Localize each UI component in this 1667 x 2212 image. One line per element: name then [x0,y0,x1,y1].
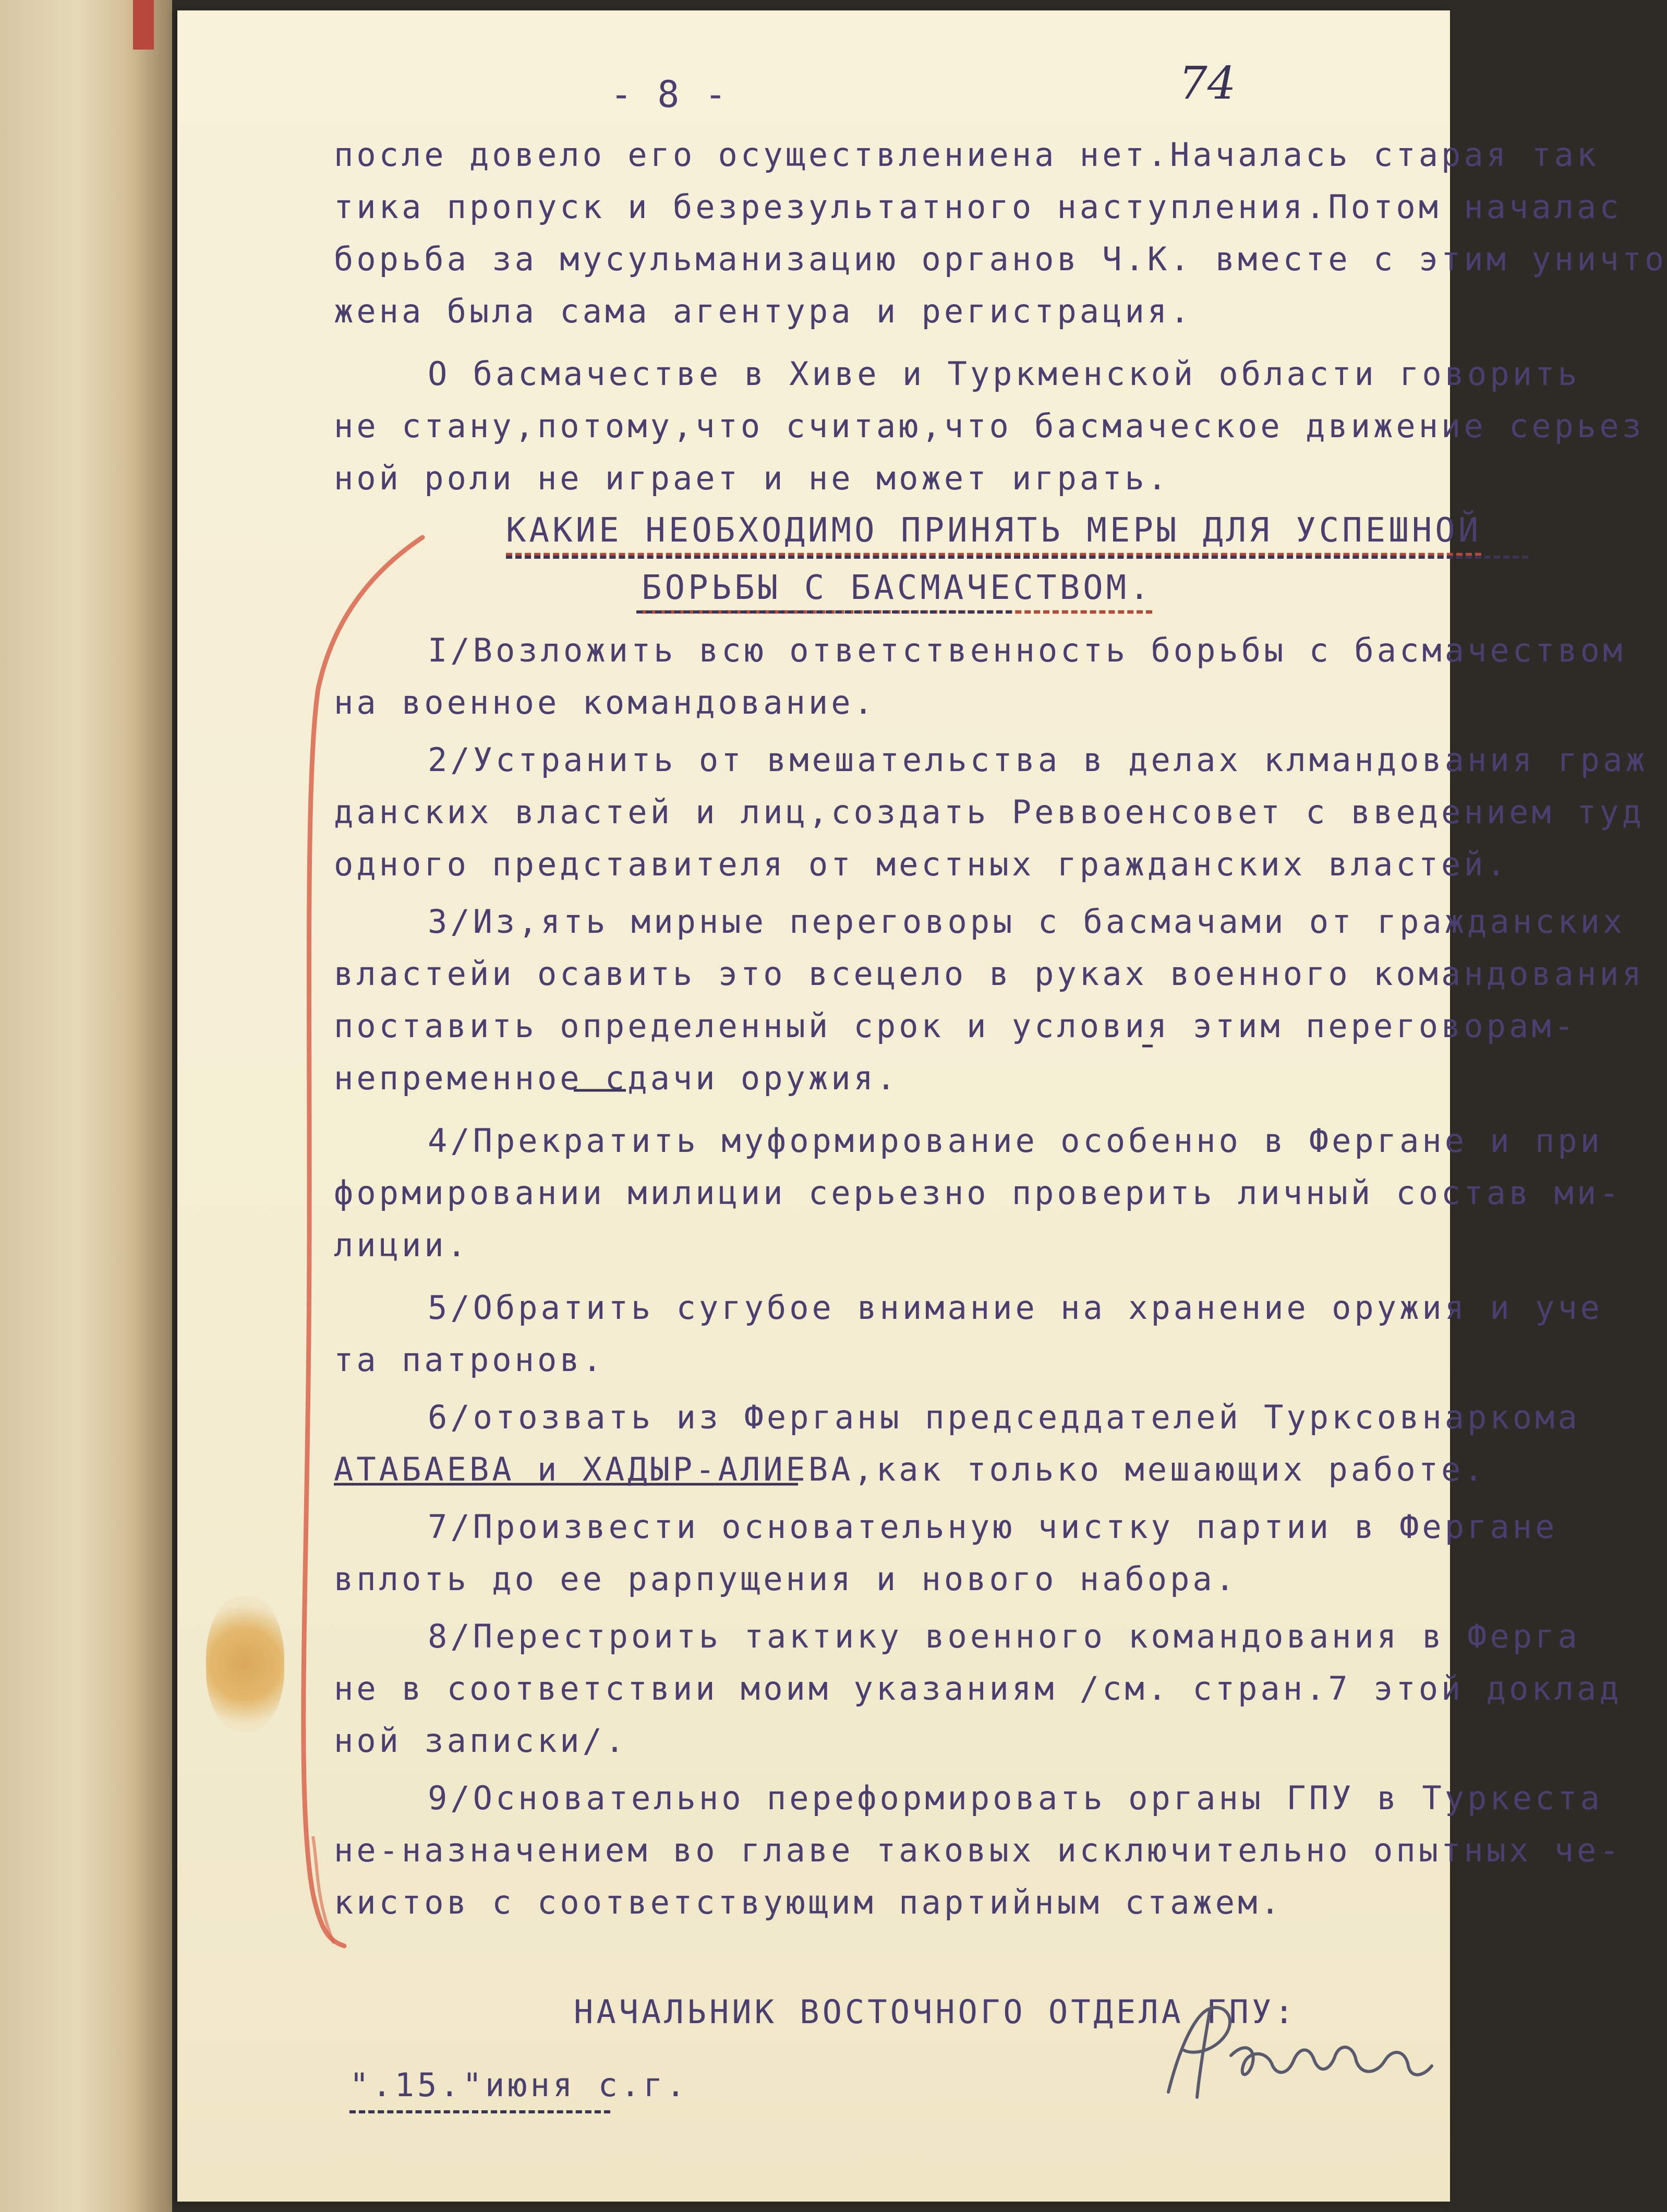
measure-item: не в соответствии моим указаниям /см. стран.7 этой доклад [334,1669,1622,1708]
water-stain [206,1596,284,1732]
measure-item: 4/Прекратить муформирование особенно в Фергане и при [428,1122,1603,1160]
handwritten-signature [1147,1988,1440,2113]
page-number: - 8 - [610,73,728,116]
measure-item: вплоть до ее рарпущения и нового набора. [334,1560,1238,1598]
measure-item: 6/отозвать из Ферганы председдателей Турксовнаркома [428,1398,1580,1436]
measure-item: не-назначением во главе таковых исключительно опытных че- [334,1831,1622,1869]
measure-item: ной записки/. [334,1722,628,1760]
measure-item: та патронов. [334,1341,605,1379]
measure-item: поставить определенный срок и условия этим переговорам- [334,1007,1577,1045]
measure-item: АТАБАЕВА и ХАДЫР-АЛИЕВА,как только мешающих работе. [334,1450,1487,1488]
signature-title: НАЧАЛЬНИК ВОСТОЧНОГО ОТДЕЛА ГПУ: [574,1993,1297,2031]
measure-item: данских властей и лиц,создать Реввоенсовет с введением туд [334,793,1645,831]
measure-item: 3/Из,ять мирные переговоры с басмачами от гражданских [428,903,1626,941]
date-line: ".15."июня с.г. [349,2066,688,2104]
body-line: после довело его осуществлениена нет.Началась старая так [334,136,1600,174]
body-line: борьба за мусульманизацию органов Ч.К. вместе с этим уничто [334,240,1667,278]
section-heading-line1: КАКИЕ НЕОБХОДИМО ПРИНЯТЬ МЕРЫ ДЛЯ УСПЕШНОЙ [506,511,1482,550]
body-line: жена была сама агентура и регистрация. [334,292,1193,330]
measure-item: непременное сдачи оружия. [334,1059,899,1097]
measure-item: I/Возложить всю ответственность борьбы с басмачеством [428,631,1626,669]
measure-item: 8/Перестроить тактику военного командования в Ферга [428,1617,1580,1655]
measure-item: 2/Устранить от вмешательства в делах клмандования граж [428,741,1648,779]
spine-shadow [130,0,172,2212]
date-underline [349,2110,610,2113]
section-heading-line2: БОРЬБЫ С БАСМАЧЕСТВОМ. [642,569,1153,607]
archive-folio-number: 74 [1179,57,1236,110]
red-pencil-margin-bracket [177,10,1450,2202]
body-line: О басмачестве в Хиве и Туркменской области говорить [428,355,1580,393]
measure-item: 9/Основательно переформировать органы ГПУ в Туркеста [428,1779,1603,1817]
document-page [177,10,1667,2202]
body-line: ной роли не играет и не может играть. [334,459,1170,497]
measure-item: властейи осавить это всецело в руках военного командования [334,955,1645,993]
measure-item: формировании милиции серьезно проверить личный состав ми- [334,1174,1622,1212]
measure-item: кистов с соответствующим партийным стажем. [334,1883,1283,1921]
measure-item: на военное командование. [334,683,876,722]
measure-item: 5/Обратить сугубое внимание на хранение оружия и уче [428,1289,1603,1327]
measure-item: одного представителя от местных гражданских властей. [334,845,1509,883]
red-binding-tab [133,0,154,50]
body-line: не стану,потому,что считаю,что басмаческое движение серьез [334,407,1645,445]
measure-item: лиции. [334,1226,469,1264]
body-line: тика пропуск и безрезультатного наступления.Потом началас [334,188,1622,226]
measure-item: 7/Произвести основательную чистку партии в Фергане [428,1508,1558,1546]
